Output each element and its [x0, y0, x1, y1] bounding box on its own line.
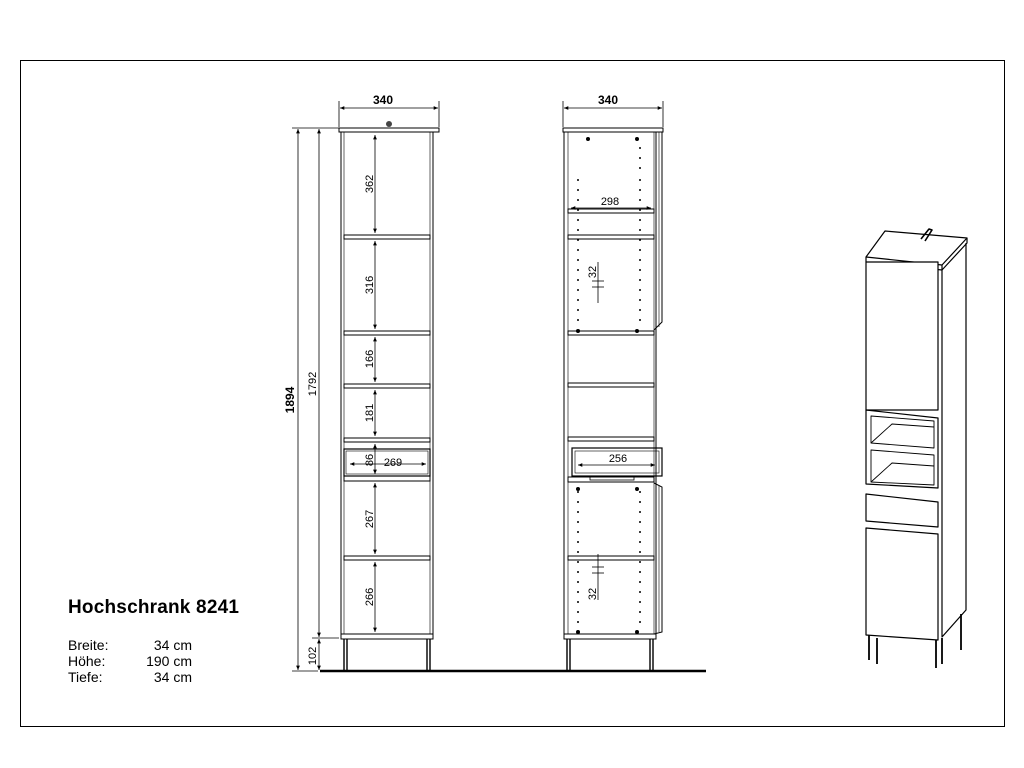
shelf-pin-hole [577, 179, 579, 181]
shelf-pin-hole [639, 259, 641, 261]
shelf-pin-hole [577, 601, 579, 603]
spec-label: Tiefe: [68, 669, 103, 685]
shelf-pin-hole [639, 601, 641, 603]
shelf-pin-hole [639, 561, 641, 563]
shelf-pin-hole [639, 249, 641, 251]
shelf-pin-hole [639, 611, 641, 613]
shelf-pin-hole [577, 279, 579, 281]
shelf-pin-hole [577, 229, 579, 231]
shelf-pin-hole [577, 551, 579, 553]
spec-row [68, 637, 192, 653]
shelf-pin-hole [639, 531, 641, 533]
shelf-pin-hole [639, 157, 641, 159]
side-hole-spacing-top-label: 32 [587, 265, 599, 279]
shelf-pin-hole [639, 541, 641, 543]
shelf-pin-hole [577, 249, 579, 251]
shelf-pin-hole [639, 167, 641, 169]
shelf-pin-hole [577, 269, 579, 271]
front-drawer-width-label: 269 [383, 457, 403, 469]
shelf-pin-hole [639, 229, 641, 231]
shelf-pin-holes [577, 147, 641, 623]
spec-table [68, 637, 192, 685]
body-height-label: 1792 [307, 371, 319, 397]
shelf-pin-hole [577, 511, 579, 513]
shelf-pin-hole [639, 279, 641, 281]
shelf-pin-hole [639, 179, 641, 181]
shelf-pin-hole [577, 501, 579, 503]
spec-label: Höhe: [68, 653, 106, 669]
side-hole-spacing-bottom-label: 32 [587, 587, 599, 601]
shelf-pin-hole [577, 319, 579, 321]
side-width-dim [563, 101, 663, 600]
shelf-pin-hole [639, 581, 641, 583]
shelf-pin-hole [577, 581, 579, 583]
shelf-pin-hole [639, 319, 641, 321]
front-compartment-4-label: 181 [364, 403, 376, 423]
front-compartment-2-label: 316 [364, 275, 376, 295]
shelf-pin-hole [577, 561, 579, 563]
shelf-pin-hole [639, 219, 641, 221]
front-compartment-1-label: 362 [364, 174, 376, 194]
shelf-pin-hole [577, 531, 579, 533]
shelf-pin-hole [639, 491, 641, 493]
shelf-pin-hole [577, 309, 579, 311]
shelf-pin-hole [577, 299, 579, 301]
shelf-pin-hole [577, 521, 579, 523]
shelf-pin-hole [639, 571, 641, 573]
shelf-pin-hole [639, 199, 641, 201]
shelf-pin-hole [577, 219, 579, 221]
spec-value: 34 cm [153, 637, 192, 653]
product-title: Hochschrank 8241 [68, 597, 240, 618]
shelf-pin-hole [577, 491, 579, 493]
front-compartment-7-label: 266 [364, 587, 376, 607]
side-inner-width-label: 298 [600, 196, 620, 208]
front-width-label: 340 [372, 93, 394, 107]
shelf-pin-hole [577, 259, 579, 261]
spec-label: Breite: [68, 637, 109, 653]
front-compartment-3-label: 166 [364, 349, 376, 369]
shelf-pin-hole [577, 611, 579, 613]
shelf-pin-hole [639, 289, 641, 291]
height-dims [292, 128, 339, 671]
shelf-pin-hole [639, 299, 641, 301]
shelf-pin-hole [577, 239, 579, 241]
front-drawer-height-label: 86 [364, 453, 376, 467]
shelf-pin-hole [639, 189, 641, 191]
shelf-pin-hole [577, 571, 579, 573]
front-view [339, 121, 439, 671]
total-height-label: 1894 [283, 386, 297, 414]
shelf-pin-hole [577, 289, 579, 291]
shelf-pin-hole [577, 189, 579, 191]
shelf-pin-hole [639, 269, 641, 271]
shelf-pin-hole [577, 591, 579, 593]
shelf-pin-hole [577, 621, 579, 623]
shelf-pin-hole [639, 239, 641, 241]
side-width-label: 340 [597, 93, 619, 107]
shelf-pin-hole [577, 199, 579, 201]
spec-value: 34 cm [153, 669, 192, 685]
shelf-pin-hole [639, 521, 641, 523]
shelf-pin-hole [639, 551, 641, 553]
shelf-pin-hole [639, 147, 641, 149]
spec-value: 190 cm [146, 653, 192, 669]
spec-row [68, 669, 192, 685]
shelf-pin-hole [639, 209, 641, 211]
spec-row [68, 653, 192, 669]
shelf-pin-hole [639, 501, 641, 503]
front-compartment-6-label: 267 [364, 509, 376, 529]
shelf-pin-hole [639, 591, 641, 593]
shelf-pin-hole [639, 621, 641, 623]
side-drawer-width-label: 256 [608, 453, 628, 465]
leg-height-label: 102 [307, 646, 319, 666]
shelf-pin-hole [639, 309, 641, 311]
spec-panel [68, 597, 239, 685]
shelf-pin-hole [577, 209, 579, 211]
cabinet-3d-view [866, 229, 967, 668]
shelf-pin-hole [639, 511, 641, 513]
shelf-pin-hole [577, 541, 579, 543]
